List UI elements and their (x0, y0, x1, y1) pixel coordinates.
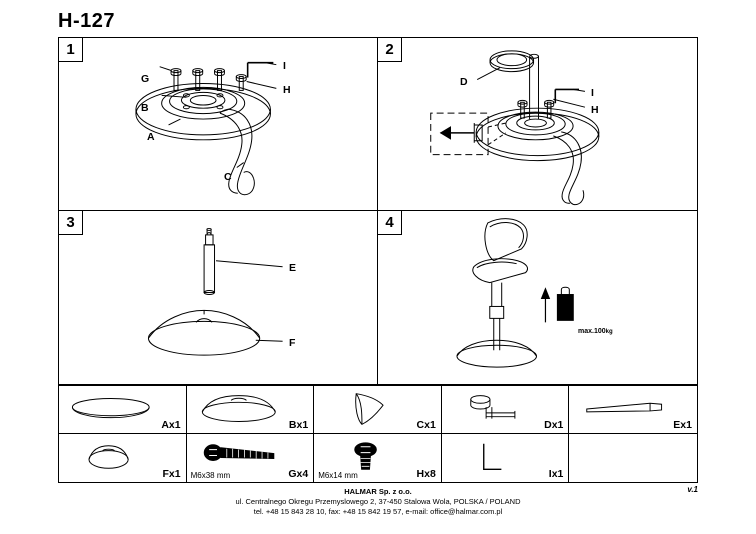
part-qty-G: Gx4 (288, 468, 309, 480)
footer-address: ul. Centralnego Okregu Przemyslowego 2, 37-450 Stalowa Wola, POLSKA / POLAND (235, 497, 521, 506)
step-1-label-G: G (141, 73, 150, 85)
part-qty-F: Fx1 (162, 468, 181, 480)
part-cell-B (187, 386, 315, 434)
part-dim-G: M6x38 mm (190, 471, 231, 480)
part-cell-C (314, 386, 442, 434)
part-qty-E: Ex1 (673, 419, 692, 431)
step-2-illustration (378, 38, 697, 210)
part-cell-empty (569, 434, 697, 482)
max-load-unit: kg (605, 329, 613, 335)
step-number-2: 2 (378, 38, 402, 62)
document-version: v.1 (687, 485, 698, 494)
part-cell-F (59, 434, 187, 482)
part-cell-E (569, 386, 697, 434)
step-1-label-H: H (283, 84, 291, 96)
part-cell-D (442, 386, 570, 434)
step-1-label-C: C (224, 171, 232, 183)
parts-table (58, 385, 698, 483)
step-2-label-H: H (591, 104, 599, 116)
part-cell-G (187, 434, 315, 482)
part-qty-D: Dx1 (544, 419, 564, 431)
part-cell-I (442, 434, 570, 482)
step-number-1: 1 (59, 38, 83, 62)
part-qty-H: Hx8 (416, 468, 436, 480)
footer-company: HALMAR Sp. z o.o. (344, 487, 412, 496)
step-1-label-I: I (283, 60, 286, 72)
part-cell-H (314, 434, 442, 482)
step-2-label-I: I (591, 87, 594, 99)
step-panel-2 (378, 38, 697, 211)
step-1-label-B: B (141, 102, 149, 114)
footer (58, 487, 698, 517)
step-3-label-F: F (289, 337, 296, 349)
steps-grid (58, 37, 698, 385)
part-qty-B: Bx1 (288, 419, 309, 431)
part-dim-H: M6x14 mm (318, 471, 358, 480)
part-cell-A (59, 386, 187, 434)
step-panel-3 (59, 211, 378, 384)
max-load-text (578, 328, 613, 335)
step-number-4: 4 (378, 211, 402, 235)
step-1-illustration (59, 38, 377, 210)
step-2-label-D: D (460, 76, 468, 88)
part-qty-C: Cx1 (416, 419, 436, 431)
max-load-value: max.100 (578, 328, 606, 335)
step-3-illustration (59, 211, 377, 384)
step-number-3: 3 (59, 211, 83, 235)
footer-contact: tel. +48 15 843 28 10, fax: +48 15 842 19 57, e-mail: office@halmar.com.pl (253, 507, 503, 516)
step-3-label-E: E (289, 262, 297, 274)
step-4-illustration (378, 211, 697, 384)
part-qty-I: Ix1 (548, 468, 564, 480)
page-title: H-127 (58, 10, 115, 32)
step-1-label-A: A (147, 131, 155, 143)
part-qty-A: Ax1 (161, 419, 181, 431)
step-panel-4 (378, 211, 697, 384)
step-panel-1 (59, 38, 378, 211)
